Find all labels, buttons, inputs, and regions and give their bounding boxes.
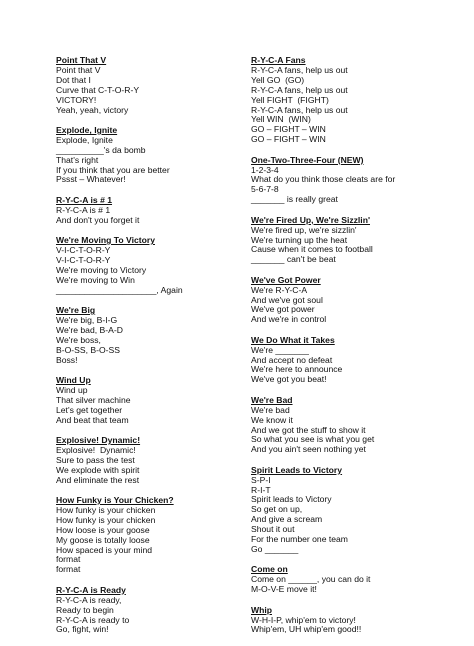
cheer-line: Cause when it comes to football [251,244,373,255]
right-column [251,56,431,646]
cheer-line: R-I-T [251,484,271,495]
cheer-line: That silver machine [56,394,131,405]
cheer-line: Yell FIGHT (FIGHT) [251,94,329,105]
cheer-we-re-bad [251,396,431,455]
cheer-line: We've got power [251,304,315,315]
cheer-line: We're moving to Win [56,274,135,285]
cheer-line: And give a scream [251,514,323,525]
cheer-line: How spaced is your mind [56,544,153,555]
cheer-line: Explosive! Dynamic! [56,444,136,455]
cheer-line: How funky is your chicken [56,514,156,525]
cheer-title: We Do What it Takes [251,334,335,345]
cheer-line: M-O-V-E move it! [251,584,317,595]
cheer-line: Spirit leads to Victory [251,494,332,505]
cheer-line: And don't you forget it [56,214,140,225]
cheer-line: R-Y-C-A fans, help us out [251,84,348,95]
cheer-line: We're boss, [56,334,101,345]
cheer-line: That's right [56,154,99,165]
cheer-line: We're moving to Victory [56,264,147,275]
cheer-line: Explode, Ignite [56,134,113,145]
cheer-line: We know it [251,414,293,425]
cheer-title: R-Y-C-A is Ready [56,584,126,595]
cheer-line: Pssst – Whatever! [56,174,126,185]
cheer-line: We're fired up, we're sizzlin' [251,224,357,235]
cheer-explosive-dynamic [56,436,231,486]
cheer-title: We're Moving To Victory [56,235,155,246]
cheer-line: And we're in control [251,314,327,325]
cheer-line: And you ain't seen nothing yet [251,444,366,455]
cheer-how-funky-is-your-chicken [56,496,231,575]
cheer-title: R-Y-C-A is # 1 [56,194,113,205]
cheer-one-two-three-four-new [251,156,431,206]
cheer-line: W-H-I-P, whip'em to victory! [251,614,356,625]
cheer-title: Whip [251,604,272,615]
cheer-line: _______ can't be beat [251,254,336,265]
cheer-title: We're Fired Up, We're Sizzlin' [251,214,370,225]
cheer-line: And we've got soul [251,294,323,305]
cheer-line: Shout it out [251,524,295,535]
cheer-title: R-Y-C-A Fans [251,55,306,65]
cheer-title: Explode, Ignite [56,124,118,135]
cheer-line: So what you see is what you get [251,434,375,445]
cheer-title: Come on [251,564,288,575]
cheer-line: And we got the stuff to show it [251,424,366,435]
cheer-line: Yeah, yeah, victory [56,104,129,115]
cheer-line: __________'s da bomb [56,144,146,155]
cheer-line: GO – FIGHT – WIN [251,124,326,135]
cheer-wind-up [56,376,231,426]
cheer-line: Dot that I [56,74,91,85]
cheer-line: If you think that you are better [56,164,170,175]
cheer-line: B-O-SS, B-O-SS [56,344,120,355]
cheer-title: How Funky is Your Chicken? [56,495,174,506]
cheer-line: We're turning up the heat [251,234,348,245]
cheer-line: 1-2-3-4 [251,164,279,175]
cheer-line: Let's get together [56,404,123,415]
cheer-title: Wind Up [56,374,91,385]
cheer-line: Sure to pass the test [56,454,135,465]
cheer-we-re-moving-to-victory [56,236,231,295]
cheer-title: One-Two-Three-Four (NEW) [251,154,364,165]
cheer-line: We're here to announce [251,364,343,375]
cheer-line: VICTORY! [56,94,97,105]
cheer-title: We've Got Power [251,274,321,285]
cheer-line: Yell GO (GO) [251,74,305,85]
cheer-we-ve-got-power [251,276,431,326]
cheer-r-y-c-a-fans [251,56,431,145]
cheer-line: We explode with spirit [56,464,140,475]
cheer-line: We're R-Y-C-A [251,284,308,295]
cheer-point-that-v [56,56,231,115]
cheer-title: We're Bad [251,394,293,405]
cheer-line: We've got you beat! [251,374,327,385]
cheer-come-on [251,565,431,595]
cheer-line: GO – FIGHT – WIN [251,134,326,145]
cheer-line: We're bad [251,404,290,415]
cheer-explode-ignite [56,126,231,185]
cheer-spirit-leads-to-victory [251,466,431,555]
cheer-line: Ready to begin [56,604,114,615]
cheer-line: What do you think those cleats are for [251,174,396,185]
cheer-line: R-Y-C-A fans, help us out [251,64,348,75]
cheer-line: We're _______ [251,344,309,355]
cheer-title: Explosive! Dynamic! [56,435,141,445]
cheer-line: V-I-C-T-O-R-Y [56,245,111,255]
cheer-line: My goose is totally loose [56,534,150,545]
cheer-we-do-what-it-takes [251,336,431,386]
cheer-line: How funky is your chicken [56,504,156,515]
left-column [56,56,231,646]
cheer-title: Spirit Leads to Victory [251,464,343,475]
cheer-line: So get on up, [251,504,303,515]
cheer-line: Point that V [56,64,101,75]
cheer-line: And beat that team [56,414,129,425]
cheer-title: Point That V [56,55,107,65]
cheer-line: Come on ______, you can do it [251,574,371,585]
cheer-line: For the number one team [251,534,348,545]
cheer-line: And accept no defeat [251,354,333,365]
cheer-line: Yell WIN (WIN) [251,114,311,125]
cheer-r-y-c-a-is-ready [56,586,231,636]
cheer-title: We're Big [56,305,96,316]
cheer-line: 5-6-7-8 [251,184,279,195]
cheer-we-re-big [56,306,231,365]
cheer-line: _____________________, Again [56,284,183,295]
cheer-line: Curve that C-T-O-R-Y [56,84,140,95]
cheer-line: R-Y-C-A is ready, [56,594,122,605]
cheer-line: We're big, B-I-G [56,314,118,325]
cheer-we-re-fired-up-we-re-sizzlin [251,216,431,266]
cheer-line: We're bad, B-A-D [56,324,123,335]
cheer-line: format [56,554,81,565]
cheer-line: R-Y-C-A is ready to [56,614,130,625]
cheer-line: format [56,564,81,575]
cheer-line: Wind up [56,384,88,395]
cheer-line: Go, fight, win! [56,624,109,635]
cheer-line: How loose is your goose [56,524,150,535]
cheer-line: And eliminate the rest [56,474,140,485]
cheer-line: _______ is really great [251,194,338,205]
cheer-r-y-c-a-is-1 [56,196,231,226]
cheer-line: Go _______ [251,543,299,554]
cheer-whip [251,606,431,636]
cheer-line: R-Y-C-A fans, help us out [251,104,348,115]
cheer-line: S-P-I [251,474,271,485]
cheer-line: V-I-C-T-O-R-Y [56,254,111,265]
cheer-line: Whip'em, UH whip'em good!! [251,624,362,635]
cheer-line: Boss! [56,354,78,365]
cheer-line: R-Y-C-A is # 1 [56,204,111,215]
